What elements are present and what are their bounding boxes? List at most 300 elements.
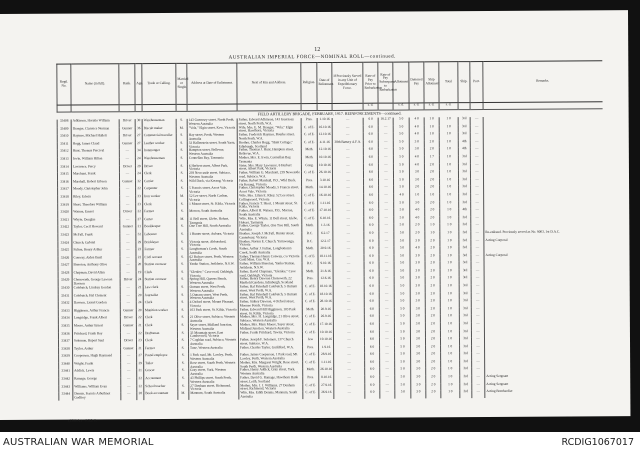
document-title: AUSTRALIAN IMPERIAL FORCE—NOMINAL ROLL—continued.	[228, 54, 396, 61]
cell-rank: —	[121, 370, 137, 378]
cell-name-in-full: Chapman, David Allan	[72, 271, 120, 279]
cell-religion: Pres.	[302, 179, 318, 187]
cell-port: —	[472, 345, 485, 352]
cell-trade-or-calling: Carrier	[143, 180, 177, 188]
cell-ship-allotment: 2 0	[425, 315, 440, 323]
cell-married-or-single: S.	[177, 202, 188, 210]
cell-ship-allotment: 2 0	[425, 284, 440, 292]
table-header	[57, 61, 602, 105]
cell-rank: —	[120, 218, 136, 226]
cell-religion: C. of E.	[301, 171, 317, 179]
cell-name-in-full: Lawrence, Percy	[71, 165, 119, 173]
cell-rank: Gunner	[119, 142, 135, 150]
cell-married-or-single: S.	[178, 347, 189, 354]
cell-age: 23	[136, 248, 143, 256]
cell-deferred-pay: 4 0	[409, 117, 424, 125]
cell-allotment: 5 0	[394, 209, 410, 217]
cell-total: 1 0	[440, 246, 459, 254]
cell-total: 1 0	[440, 193, 459, 201]
print-footnote: (1388 A.)—F.5.3. 0.—	[68, 418, 101, 423]
cell-rank: Gunner	[120, 180, 136, 188]
cell-age: 29	[135, 165, 142, 173]
cell-regtl-no: 33427	[58, 264, 72, 272]
cell-rate-of-pay-prior-to-embarkation: 6 0	[363, 156, 378, 164]
cell-date-of-enlistment: 12.6.16	[318, 277, 333, 285]
cell-ship: 3rd	[459, 315, 471, 323]
cell-trade-or-calling: Driver	[142, 164, 176, 172]
cell-name-in-full: Moody, Christopher John	[72, 188, 120, 196]
cell-age: 24	[135, 157, 142, 165]
column-header: Ship Allotment	[424, 62, 439, 103]
cell-total: 1 0	[440, 337, 459, 345]
cell-rate-of-pay-prior-to-embarkation: 6 0	[364, 308, 379, 316]
cell-remarks: Acting Bombardier	[485, 389, 604, 397]
cell-regtl-no: 33420	[58, 211, 72, 219]
cell-trade-or-calling: Farmer	[143, 248, 177, 256]
cell-married-or-single: S.	[176, 134, 187, 142]
cell-ship-allotment: 2 0	[426, 360, 441, 368]
cell-if-previously-served-in-any-unit-of-expeditionary-force: —	[333, 323, 364, 331]
cell-rate-of-pay-subsequent-to-embarkation: —	[379, 186, 394, 194]
cell-deferred-pay: 3 0	[410, 269, 425, 277]
cell-address-at-date-of-enlistment: 1 Mount street, St. Kilda, Victoria	[188, 202, 238, 210]
cell-if-previously-served-in-any-unit-of-expeditionary-force: —	[333, 194, 364, 202]
cell-name-in-full: Dawson, Lionel Gordon	[72, 301, 120, 309]
cell-port: —	[471, 276, 484, 284]
cell-rank: —	[121, 385, 137, 393]
cell-trade-or-calling: Clerk	[143, 339, 177, 347]
cell-deferred-pay: 3 0	[409, 148, 424, 156]
cell-trade-or-calling: Station overseer	[143, 278, 177, 286]
cell-age: 22	[137, 377, 144, 385]
cell-regtl-no: 33433	[58, 309, 72, 317]
cell-rate-of-pay-subsequent-to-embarkation: —	[379, 262, 394, 270]
cell-deferred-pay: 3 0	[410, 178, 425, 186]
cell-next-of-kin-and-address: Father, George Taylor, One Tree Hill, South Australia	[238, 224, 302, 232]
cell-date-of-enlistment: 28.9.16	[319, 353, 334, 361]
cell-rank: —	[120, 187, 136, 195]
cell-rate-of-pay-subsequent-to-embarkation: —	[379, 224, 394, 232]
cell-allotment: 5 0	[393, 171, 409, 179]
cell-rate-of-pay-prior-to-embarkation: 6 0	[363, 140, 378, 148]
cell-trade-or-calling: Law clerk	[143, 286, 177, 294]
cell-trade-or-calling: Iron worker	[143, 195, 177, 203]
cell-if-previously-served-in-any-unit-of-expeditionary-force: —	[334, 353, 365, 361]
cell-rate-of-pay-subsequent-to-embarkation: —	[380, 360, 395, 368]
cell-if-previously-served-in-any-unit-of-expeditionary-force: 38th Battery A.F.A.	[332, 141, 363, 149]
unit-cell: s. d.	[363, 103, 378, 110]
cell-name-in-full: Fulton, Henry Arthur	[72, 248, 120, 256]
unit-cell	[176, 104, 187, 111]
cell-ship: 3rd	[459, 337, 471, 345]
cell-next-of-kin-and-address: Father, Thomas J. Hunt, Hampton street, Bellevue, W.A.	[237, 149, 301, 157]
cell-deferred-pay: 2 0	[410, 186, 425, 194]
cell-total: 1 0	[441, 368, 460, 376]
cell-rate-of-pay-prior-to-embarkation: 6 0	[364, 209, 379, 217]
cell-rate-of-pay-subsequent-to-embarkation: —	[380, 368, 395, 376]
cell-rank: Driver	[119, 165, 135, 173]
cell-date-of-enlistment: 27.9.16	[319, 384, 334, 392]
cell-rank: —	[120, 203, 136, 211]
cell-total: 1 0	[440, 216, 459, 224]
cell-age: 27	[135, 134, 142, 142]
cell-age: 30	[135, 119, 142, 127]
cell-total: 1 0	[440, 223, 459, 231]
section-heading: FIELD ARTILLERY BRIGADE, FEBRUARY, 1917. REINFORCEMENTS—continued.	[257, 110, 402, 117]
cell-age: 24	[136, 301, 143, 309]
cell-total: 1 0	[441, 390, 460, 398]
cell-port: —	[471, 216, 484, 224]
cell-religion: C. of E.	[303, 391, 319, 399]
cell-if-previously-served-in-any-unit-of-expeditionary-force: —	[332, 156, 363, 164]
cell-address-at-date-of-enlistment: Wild Duck, via Kerang, Victoria	[188, 179, 238, 187]
cell-religion: C. of E.	[302, 293, 318, 301]
cell-date-of-enlistment: 16.10.16	[317, 126, 332, 134]
cell-rank: —	[119, 157, 135, 165]
cell-rank: Driver	[120, 279, 136, 287]
cell-religion: C. of E.	[303, 384, 319, 392]
cell-next-of-kin-and-address: Wife, Mrs. E. M. Draeger, "Vola," Elgin street, Hawthorn, Victoria	[237, 126, 301, 134]
cell-religion: Meth.	[302, 308, 318, 316]
cell-deferred-pay: 3 0	[410, 338, 425, 346]
cell-total: 1 0	[439, 155, 458, 163]
cell-total: 1 0	[439, 170, 458, 178]
cell-rate-of-pay-prior-to-embarkation: 6 0	[365, 376, 380, 384]
cell-total: 1 0	[440, 261, 459, 269]
cell-date-of-enlistment: 20.9.16	[318, 247, 333, 255]
cell-allotment: 5 0	[393, 155, 409, 163]
cell-next-of-kin-and-address: Father, Charles Taylor, Guildford, W.A.	[239, 346, 303, 354]
cell-regtl-no: 33441	[59, 370, 73, 378]
cell-date-of-enlistment: 26.10.16	[319, 368, 334, 376]
cell-ship-allotment: 2 0	[424, 140, 439, 148]
cell-rate-of-pay-subsequent-to-embarkation: —	[378, 156, 393, 164]
cell-ship: 3rd	[459, 330, 471, 338]
cell-remarks: Re-enlisted. Previously served as No. 9003, 1st D.A.C.	[484, 230, 603, 238]
cell-if-previously-served-in-any-unit-of-expeditionary-force: —	[332, 163, 363, 171]
cell-name-in-full: Addick, Lewis	[73, 370, 121, 378]
cell-if-previously-served-in-any-unit-of-expeditionary-force: —	[333, 201, 364, 209]
column-header: Deferred Pay	[409, 62, 424, 103]
cell-next-of-kin-and-address: Father, Francis T. Short, 1 Mount street, St. Kilda, Victoria	[238, 202, 302, 210]
cell-rate-of-pay-subsequent-to-embarkation: —	[379, 247, 394, 255]
cell-regtl-no: 33426	[58, 256, 72, 264]
cell-regtl-no: 33418	[58, 195, 72, 203]
cell-name-in-full: Church, Gabriel	[72, 241, 120, 249]
cell-allotment: 5 0	[393, 163, 409, 171]
cell-deferred-pay: 3 0	[411, 345, 426, 352]
cell-port: —	[471, 299, 484, 307]
cell-trade-or-calling: Accountant	[144, 377, 178, 385]
cell-port: —	[471, 292, 484, 300]
cell-date-of-enlistment: 17.10.16	[318, 323, 333, 331]
cell-married-or-single: S.	[177, 233, 188, 241]
cell-trade-or-calling: Farmer	[144, 347, 178, 355]
cell-married-or-single: S.	[177, 301, 188, 309]
cell-total: 1 0	[440, 269, 459, 277]
cell-allotment: 5 0	[394, 239, 410, 247]
cell-regtl-no: 33416	[58, 180, 72, 188]
cell-next-of-kin-and-address: Mother, Mrs. E. Irwin, Connellan Bay, Tasmania	[237, 156, 301, 164]
cell-deferred-pay: 4 0	[409, 155, 424, 163]
cell-ship-allotment: 2 0	[425, 216, 440, 224]
cell-allotment: 5 0	[394, 300, 410, 308]
cell-port: —	[471, 254, 484, 262]
cell-if-previously-served-in-any-unit-of-expeditionary-force: —	[333, 330, 364, 338]
cell-age: 27	[137, 354, 144, 362]
cell-ship: 3rd	[459, 193, 471, 201]
cell-regtl-no: 33442	[59, 378, 73, 386]
cell-trade-or-calling: Postal employee	[144, 354, 178, 362]
cell-trade-or-calling: Leather worker	[142, 142, 176, 150]
cell-next-of-kin-and-address: Father, Henry Dawson Chenoweth, 22 Marfield Gardens, Edinburgh, Scotland	[238, 278, 302, 286]
cell-ship-allotment: 2 0	[425, 239, 440, 247]
cell-port: —	[470, 125, 483, 133]
cell-address-at-date-of-enlistment: 21 Olive street, Subiaco, Western Australia	[188, 316, 238, 324]
cell-ship: 3rd	[460, 352, 472, 360]
cell-next-of-kin-and-address: Father, Sidney Dawson, 4 Oxford street, Moonee Ponds, Victoria	[238, 300, 302, 308]
cell-rate-of-pay-prior-to-embarkation: 6 0	[364, 285, 379, 293]
cell-if-previously-served-in-any-unit-of-expeditionary-force: —	[333, 239, 364, 247]
cell-religion: C. of E.	[302, 315, 318, 323]
cell-port: —	[470, 163, 483, 171]
cell-if-previously-served-in-any-unit-of-expeditionary-force: —	[334, 391, 365, 399]
cell-ship-allotment: 1 0	[424, 125, 439, 133]
cell-rank: —	[120, 233, 136, 241]
cell-rank: —	[119, 150, 135, 158]
cell-deferred-pay: 3 0	[410, 239, 425, 247]
cell-name-in-full: Moore, Arthur Ernest	[72, 324, 120, 332]
cell-married-or-single: S.	[177, 180, 188, 188]
cell-ship-allotment: 1 0	[424, 117, 439, 125]
cell-regtl-no: 33410	[57, 135, 71, 143]
cell-port: —	[472, 360, 485, 368]
cell-ship-allotment: 2 0	[426, 390, 441, 398]
cell-name-in-full: Hogg, James Claud	[71, 142, 119, 150]
cell-rate-of-pay-prior-to-embarkation: 6 0	[364, 194, 379, 202]
cell-ship-allotment: 2 0	[425, 269, 440, 277]
cell-regtl-no: 33428	[58, 271, 72, 279]
cell-regtl-no: 33411	[57, 142, 71, 150]
cell-address-at-date-of-enlistment: 62 Bulwer street, Perth, Western Australia	[188, 255, 238, 263]
cell-trade-or-calling: Draftsman	[143, 332, 177, 340]
cell-ship-allotment: 2 0	[425, 307, 440, 315]
cell-if-previously-served-in-any-unit-of-expeditionary-force: —	[333, 270, 364, 278]
cell-ship-allotment: 2 0	[426, 345, 441, 352]
cell-address-at-date-of-enlistment: 11 Bell street, Glebe, Hobart, Tasmania	[188, 217, 238, 225]
cell-religion: C. of E.	[302, 194, 318, 202]
table-row	[59, 389, 604, 400]
cell-rate-of-pay-prior-to-embarkation: 6 0	[364, 292, 379, 300]
cell-age: 24	[135, 172, 142, 180]
cell-deferred-pay: 3 0	[411, 383, 426, 391]
cell-religion: C. of E.	[302, 323, 318, 331]
cell-rate-of-pay-subsequent-to-embarkation: —	[379, 269, 394, 277]
cell-rank: Driver	[120, 339, 136, 347]
cell-religion: Meth.	[301, 156, 317, 164]
cell-address-at-date-of-enlistment: 103 Park street, St. Kilda, Victoria	[188, 308, 238, 316]
cell-married-or-single: S.	[177, 339, 188, 347]
cell-regtl-no: 33430	[58, 287, 72, 295]
cell-if-previously-served-in-any-unit-of-expeditionary-force: —	[333, 300, 364, 308]
cell-deferred-pay: 3 0	[411, 375, 426, 383]
cell-port: —	[471, 246, 484, 254]
cell-rate-of-pay-prior-to-embarkation: 6 0	[363, 118, 378, 126]
cell-trade-or-calling: Clerk	[142, 172, 176, 180]
cell-if-previously-served-in-any-unit-of-expeditionary-force: —	[334, 376, 365, 384]
cell-religion: Meth.	[303, 368, 319, 376]
cell-ship-allotment: 2 0	[425, 178, 440, 186]
cell-allotment: 5 0	[393, 125, 409, 133]
cell-remarks: Acting Sergeant	[485, 382, 604, 390]
cell-if-previously-served-in-any-unit-of-expeditionary-force: —	[333, 216, 364, 224]
cell-age: 21	[136, 324, 143, 332]
cell-age: 24	[136, 279, 143, 287]
cell-ship: 3rd	[459, 178, 471, 186]
cell-age: 29	[137, 362, 144, 370]
cell-allotment: 5 0	[394, 269, 410, 277]
cell-trade-or-calling: Farmer	[143, 210, 177, 218]
cell-rank: Gunner	[120, 225, 136, 233]
cell-allotment: 5 0	[394, 315, 410, 323]
cell-ship: 3rd	[460, 345, 472, 352]
cell-next-of-kin-and-address: Father, Frank Pritchard, Tawny, Victoria	[238, 331, 302, 339]
cell-married-or-single: S.	[177, 309, 188, 317]
cell-regtl-no: 33444	[59, 393, 73, 401]
cell-age: 34	[135, 149, 142, 157]
cell-date-of-enlistment: 21.8.16	[318, 270, 333, 278]
cell-next-of-kin-and-address: Father, Edward Adkinson, 143 Guernsey street, North Perth, W.A.	[237, 118, 301, 126]
cell-religion: R.C.	[302, 240, 318, 248]
cell-deferred-pay: 3 0	[410, 201, 425, 209]
cell-deferred-pay: 3 0	[410, 292, 425, 300]
cell-deferred-pay: 4 0	[410, 216, 425, 224]
cell-religion: R.C.	[302, 262, 318, 270]
cell-date-of-enlistment: 18.11.16	[318, 255, 333, 263]
document-paper	[0, 10, 630, 423]
cell-ship: 3rd	[459, 223, 471, 231]
unit-cell: s. d.	[439, 103, 458, 110]
cell-if-previously-served-in-any-unit-of-expeditionary-force: —	[334, 383, 365, 391]
cell-rank: Gunner	[120, 324, 136, 332]
cell-port: —	[471, 314, 484, 322]
cell-port: —	[472, 383, 485, 391]
cell-rate-of-pay-subsequent-to-embarkation: —	[380, 353, 395, 361]
cell-port: —	[471, 231, 484, 239]
cell-religion: C. of E.	[301, 126, 317, 134]
cell-deferred-pay: 4 0	[409, 125, 424, 133]
cell-name-in-full: Marchant, Frank	[71, 172, 119, 180]
cell-trade-or-calling: Clerk	[143, 301, 177, 309]
cell-rank: —	[120, 271, 136, 279]
cell-if-previously-served-in-any-unit-of-expeditionary-force: —	[333, 338, 364, 346]
cell-deferred-pay: 4 0	[410, 246, 425, 254]
cell-rate-of-pay-subsequent-to-embarkation: —	[379, 307, 394, 315]
cell-rate-of-pay-prior-to-embarkation: 6 0	[363, 171, 378, 179]
cell-rate-of-pay-subsequent-to-embarkation: 16.2.17	[378, 118, 393, 126]
cell-if-previously-served-in-any-unit-of-expeditionary-force: —	[333, 292, 364, 300]
cell-rate-of-pay-subsequent-to-embarkation: —	[380, 376, 395, 384]
cell-allotment: 5 0	[394, 254, 410, 262]
cell-ship-allotment: 2 0	[426, 375, 441, 383]
cell-next-of-kin-and-address: Father, Arthur J. Fulton, Longbottom's Creek, South Australia	[238, 247, 302, 255]
cell-next-of-kin-and-address: Father, Christopher Moody, 5 Francis street, Ascot Vale, Victoria	[238, 186, 302, 194]
cell-name-in-full: Conway, Aiden Basil	[72, 256, 120, 264]
cell-rate-of-pay-subsequent-to-embarkation: —	[380, 383, 395, 391]
cell-next-of-kin-and-address: Wife, Mrs. Edith Dennis, Mannum, South Australia	[239, 391, 303, 399]
cell-deferred-pay: 3 0	[411, 368, 426, 376]
cell-rank: Driver	[119, 134, 135, 142]
cell-ship: 3rd	[459, 254, 471, 262]
cell-address-at-date-of-enlistment: Outram street, West Perth, Western Australia	[188, 286, 238, 294]
cell-married-or-single: S.	[176, 142, 187, 150]
cell-next-of-kin-and-address: Mother, Mrs. H. Longridge, 21 Olive street, Subiaco, Western Australia	[238, 316, 302, 324]
cell-age: 20	[136, 294, 143, 302]
cell-ship: 3rd	[460, 383, 472, 391]
cell-port: —	[471, 261, 484, 269]
cell-trade-or-calling: Warehouseman	[142, 119, 176, 127]
cell-total: 1 0	[440, 178, 459, 186]
cell-religion: C. of E.	[302, 331, 318, 339]
cell-rate-of-pay-subsequent-to-embarkation: —	[378, 133, 393, 141]
cell-ship-allotment: 2 0	[425, 246, 440, 254]
cell-rate-of-pay-subsequent-to-embarkation: —	[380, 391, 395, 399]
cell-address-at-date-of-enlistment: 33 Hallenstein street, South Yarra, Victoria	[187, 141, 237, 149]
cell-allotment: 4 0	[394, 193, 410, 201]
cell-regtl-no: 33423	[58, 233, 72, 241]
cell-next-of-kin-and-address: Brother, Norton E. Church, Yarrawonga, Victoria	[238, 240, 302, 248]
cell-religion: Pres.	[303, 376, 319, 384]
cell-rate-of-pay-prior-to-embarkation: 6 0	[363, 148, 378, 156]
cell-deferred-pay: 3 0	[409, 171, 424, 179]
cell-religion: C. of E.	[302, 202, 318, 210]
cell-allotment: 5 0	[393, 140, 409, 148]
cell-rank: —	[120, 248, 136, 256]
cell-total: 1 0	[440, 322, 459, 330]
cell-date-of-enlistment: 20.9.16	[318, 308, 333, 316]
cell-address-at-date-of-enlistment: Morron, South Australia	[188, 210, 238, 218]
cell-religion: Meth.	[302, 247, 318, 255]
cell-regtl-no: 33408	[57, 120, 71, 128]
cell-religion: Pres.	[303, 346, 319, 353]
cell-deferred-pay: 1 0	[410, 193, 425, 201]
column-header: Address at Date of Enlistment.	[187, 63, 237, 104]
cell-ship: 3rd	[458, 117, 470, 125]
cell-deferred-pay: 3 0	[410, 322, 425, 330]
cell-ship: 3rd	[459, 185, 471, 193]
cell-ship: 3rd	[459, 292, 471, 300]
cell-trade-or-calling: Warehouseman	[142, 157, 176, 165]
cell-rate-of-pay-prior-to-embarkation: 6 0	[364, 270, 379, 278]
cell-ship: 3rd	[458, 155, 470, 163]
cell-allotment: 5 0	[393, 148, 409, 156]
cell-trade-or-calling: Clerk	[143, 324, 177, 332]
cell-total: 1 0	[441, 375, 460, 383]
cell-trade-or-calling: Book accountant	[144, 392, 178, 400]
cell-port: —	[470, 140, 483, 148]
cell-name-in-full: Haymes, Michael Hallett	[71, 134, 119, 142]
cell-ship: 3rd	[460, 367, 472, 375]
cell-next-of-kin-and-address: Father, Albert H. Watson, P.O., Morron, South Australia	[238, 209, 302, 217]
cell-regtl-no: 33443	[59, 385, 73, 393]
cell-rate-of-pay-prior-to-embarkation: 6 0	[364, 315, 379, 323]
cell-regtl-no: 33412	[57, 150, 71, 158]
cell-date-of-enlistment: 10.10.16	[317, 156, 332, 164]
cell-next-of-kin-and-address: Mother, Mrs. J. J. Williams, 27 Denham street, Richmond, Victoria	[239, 384, 303, 392]
cell-next-of-kin-and-address: Brother, Joseph J. McFall, Hunter street, Canterbury, Victoria	[238, 232, 302, 240]
cell-address-at-date-of-enlistment: Spring Hill, Queens Bench, Western Australia	[188, 278, 238, 286]
cell-total: 1 0	[440, 201, 459, 209]
